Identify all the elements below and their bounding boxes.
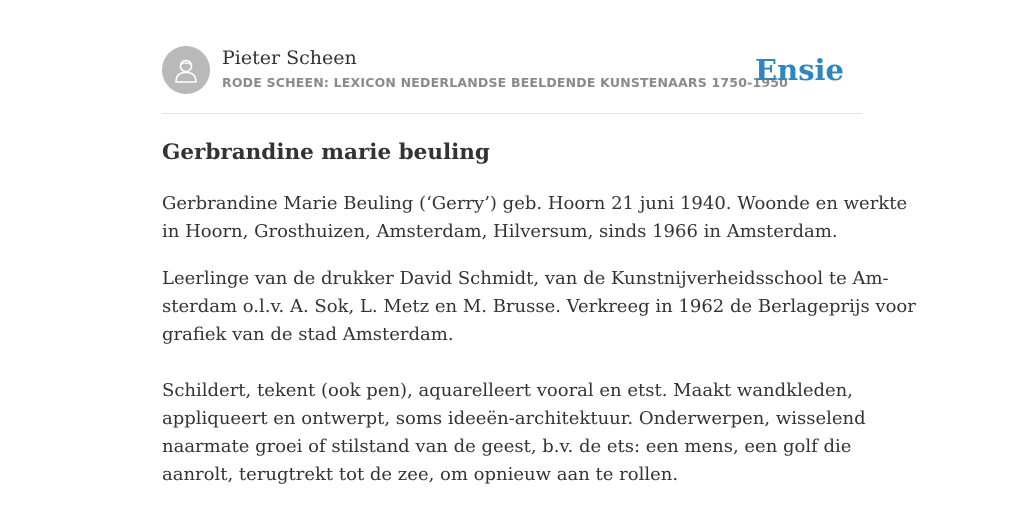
author-avatar[interactable] <box>162 46 210 94</box>
article-title: Gerbrandine marie beuling <box>162 140 490 165</box>
text-line: grafiek van de stad Amsterdam. <box>162 324 454 345</box>
text-line: Schildert, tekent (ook pen), aquarelleert vooral en etst. Maakt wandkleden, <box>162 380 853 401</box>
paragraph <box>162 377 866 489</box>
article-body <box>162 190 916 489</box>
paragraph-spacer <box>162 349 862 377</box>
text-line: naarmate groei of stilstand van de geest, b.v. de ets: een mens, een golf die <box>162 436 852 457</box>
article-header <box>162 46 862 96</box>
text-line: sterdam o.l.v. A. Sok, L. Metz en M. Brusse. Verkreeg in 1962 de Berlageprijs voor <box>162 296 916 317</box>
text-line: Leerlinge van de drukker David Schmidt, van de Kunstnijverheidsschool te Am- <box>162 268 889 289</box>
paragraph <box>162 190 908 246</box>
text-line: Gerbrandine Marie Beuling (‘Gerry’) geb. Hoorn 21 juni 1940. Woonde en werkte <box>162 193 908 214</box>
paragraph <box>162 265 916 349</box>
author-name[interactable]: Pieter Scheen <box>222 47 357 69</box>
brand-logo[interactable]: Ensie <box>755 53 844 87</box>
text-line: appliqueert en ontwerpt, soms ideeën-architektuur. Onderwerpen, wisselend <box>162 408 866 429</box>
header-divider <box>162 113 862 114</box>
paragraph-spacer <box>162 246 862 265</box>
text-line: in Hoorn, Grosthuizen, Amsterdam, Hilversum, sinds 1966 in Amsterdam. <box>162 221 838 242</box>
source-title[interactable]: RODE SCHEEN: LEXICON NEDERLANDSE BEELDENDE KUNSTENAARS 1750-1950 <box>222 75 789 90</box>
text-line: aanrolt, terugtrekt tot de zee, om opnieuw aan te rollen. <box>162 464 679 485</box>
user-icon <box>172 56 200 84</box>
